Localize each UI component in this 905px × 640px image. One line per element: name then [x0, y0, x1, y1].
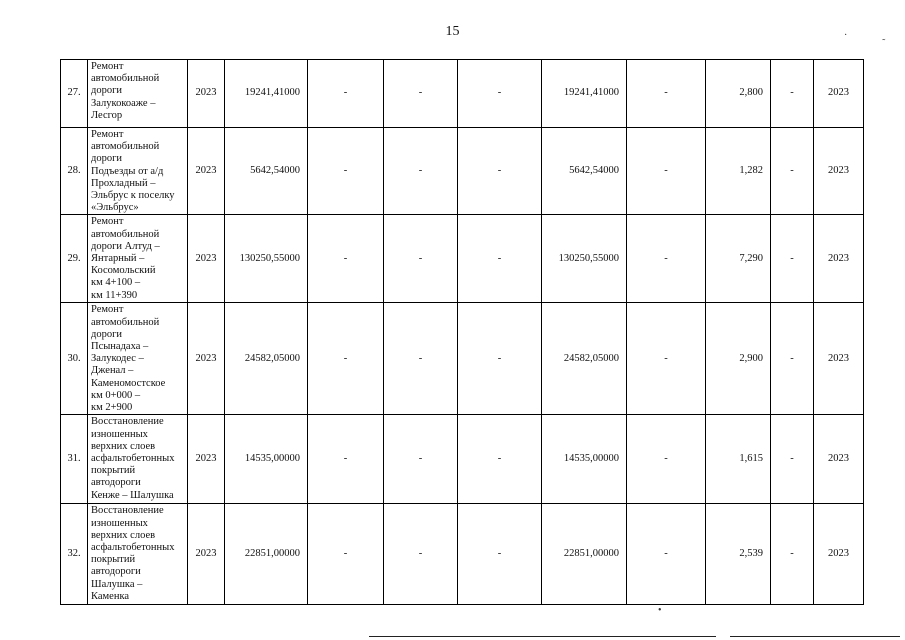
cell-dash: - — [384, 215, 458, 303]
road-name-line: Ремонт — [91, 61, 124, 72]
page-number: 15 — [445, 24, 460, 39]
cell-dash: - — [458, 303, 542, 415]
road-name-line: дороги — [91, 153, 123, 165]
cell-dash: - — [384, 128, 458, 215]
regional-amount: 5642,54000 — [542, 128, 627, 215]
end-year: 2023 — [814, 128, 864, 215]
cell-dash: - — [627, 303, 706, 415]
total-amount: 5642,54000 — [225, 128, 308, 215]
road-name-line: дороги Алтуд – — [91, 240, 160, 252]
road-length: 1,282 — [706, 128, 771, 215]
cell-dash: - — [384, 60, 458, 128]
table-row — [61, 60, 864, 128]
road-name-line: Янтарный – — [91, 253, 145, 265]
scan-speck: · — [844, 30, 848, 41]
road-name-line: Кенже – Шалушка — [91, 489, 174, 501]
regional-amount: 19241,41000 — [542, 60, 627, 128]
road-name — [88, 303, 188, 415]
road-name-line: км 4+100 – — [91, 277, 141, 289]
road-name — [88, 60, 188, 128]
road-name-line: автомобильной — [91, 316, 160, 328]
total-amount: 22851,00000 — [225, 504, 308, 605]
cell-dash: - — [627, 128, 706, 215]
road-name-line: дороги — [91, 328, 123, 340]
road-name-line: Ремонт — [91, 304, 124, 316]
road-name-line: Ремонт — [91, 216, 124, 228]
cell-dash: - — [384, 504, 458, 605]
cell-dash: - — [771, 128, 814, 215]
road-name-line: Эльбрус к поселку — [91, 190, 175, 202]
cell-dash: - — [308, 60, 384, 128]
cell-dash: - — [308, 128, 384, 215]
scan-speck: ˷ — [882, 30, 886, 41]
road-name-line: автомобильной — [91, 73, 160, 85]
table-row — [61, 504, 864, 605]
cell-dash: - — [308, 303, 384, 415]
start-year: 2023 — [188, 60, 225, 128]
cell-dash: - — [458, 128, 542, 215]
start-year: 2023 — [188, 303, 225, 415]
start-year: 2023 — [188, 215, 225, 303]
cell-dash: - — [458, 415, 542, 504]
road-name-line: Ремонт — [91, 129, 124, 140]
cell-dash: - — [627, 60, 706, 128]
total-amount: 14535,00000 — [225, 415, 308, 504]
road-name-line: асфальтобетонных — [91, 453, 175, 465]
road-name-line: «Эльбрус» — [91, 202, 139, 214]
road-name-line: автомобильной — [91, 141, 160, 153]
start-year: 2023 — [188, 504, 225, 605]
road-name-line: Каменомостское — [91, 377, 166, 389]
cell-dash: - — [308, 215, 384, 303]
table-row — [61, 128, 864, 215]
road-name-line: Залукокоаже – — [91, 97, 156, 109]
row-index: 31. — [61, 415, 88, 504]
road-name — [88, 415, 188, 504]
road-name-line: Косомольский — [91, 265, 156, 277]
cell-dash: - — [627, 504, 706, 605]
cell-dash: - — [384, 415, 458, 504]
end-year: 2023 — [814, 415, 864, 504]
road-length: 2,900 — [706, 303, 771, 415]
bottom-scan-line — [730, 636, 900, 637]
road-name-line: км 0+000 – — [91, 389, 141, 401]
road-name-line: изношенных — [91, 428, 148, 440]
regional-amount: 24582,05000 — [542, 303, 627, 415]
road-name — [88, 128, 188, 215]
cell-dash: - — [771, 215, 814, 303]
total-amount: 19241,41000 — [225, 60, 308, 128]
cell-dash: - — [771, 504, 814, 605]
cell-dash: - — [308, 504, 384, 605]
cell-dash: - — [771, 415, 814, 504]
regional-amount: 14535,00000 — [542, 415, 627, 504]
road-name-line: асфальтобетонных — [91, 542, 175, 554]
cell-dash: - — [771, 303, 814, 415]
start-year: 2023 — [188, 415, 225, 504]
road-length: 1,615 — [706, 415, 771, 504]
end-year: 2023 — [814, 215, 864, 303]
end-year: 2023 — [814, 303, 864, 415]
total-amount: 130250,55000 — [225, 215, 308, 303]
road-length: 2,800 — [706, 60, 771, 128]
road-name-line: покрытий — [91, 465, 136, 477]
road-name-line: Восстановление — [91, 505, 164, 517]
start-year: 2023 — [188, 128, 225, 215]
road-name-line: автодороги — [91, 566, 141, 578]
road-name-line: км 11+390 — [91, 289, 138, 301]
road-name-line: Подъезды от а/д — [91, 165, 164, 177]
road-name-line: автодороги — [91, 477, 141, 489]
road-name-line: верхних слоев — [91, 529, 156, 541]
row-index: 28. — [61, 128, 88, 215]
table-row — [61, 415, 864, 504]
end-year: 2023 — [814, 60, 864, 128]
row-index: 27. — [61, 60, 88, 128]
road-name-line: верхних слоев — [91, 440, 156, 452]
regional-amount: 130250,55000 — [542, 215, 627, 303]
road-name-line: Дженал – — [91, 365, 134, 377]
table-row — [61, 215, 864, 303]
road-name-line: Псынадаха – — [91, 341, 149, 353]
row-index: 30. — [61, 303, 88, 415]
road-name-line: Каменка — [91, 590, 130, 602]
total-amount: 24582,05000 — [225, 303, 308, 415]
cell-dash: - — [627, 215, 706, 303]
road-name-line: изношенных — [91, 517, 148, 529]
road-name-line: Прохладный – — [91, 177, 156, 189]
cell-dash: - — [308, 415, 384, 504]
cell-dash: - — [384, 303, 458, 415]
end-year: 2023 — [814, 504, 864, 605]
row-index: 32. — [61, 504, 88, 605]
road-name-line: покрытий — [91, 554, 136, 566]
cell-dash: - — [458, 60, 542, 128]
road-name — [88, 504, 188, 605]
road-name-line: Шалушка – — [91, 578, 143, 590]
cell-dash: - — [627, 415, 706, 504]
road-length: 7,290 — [706, 215, 771, 303]
regional-amount: 22851,00000 — [542, 504, 627, 605]
road-name-line: дороги — [91, 85, 123, 97]
road-name — [88, 215, 188, 303]
roads-table — [60, 59, 864, 605]
road-name-line: автомобильной — [91, 228, 160, 240]
road-name-line: км 2+900 — [91, 402, 133, 414]
table-row — [61, 303, 864, 415]
cell-dash: - — [771, 60, 814, 128]
road-name-line: Залукодес – — [91, 353, 144, 365]
bottom-scan-line — [369, 636, 716, 637]
row-index: 29. — [61, 215, 88, 303]
road-name-line: Лесгор — [91, 109, 123, 121]
road-length: 2,539 — [706, 504, 771, 605]
scan-speck: • — [658, 605, 662, 616]
cell-dash: - — [458, 504, 542, 605]
road-name-line: Восстановление — [91, 416, 164, 428]
cell-dash: - — [458, 215, 542, 303]
